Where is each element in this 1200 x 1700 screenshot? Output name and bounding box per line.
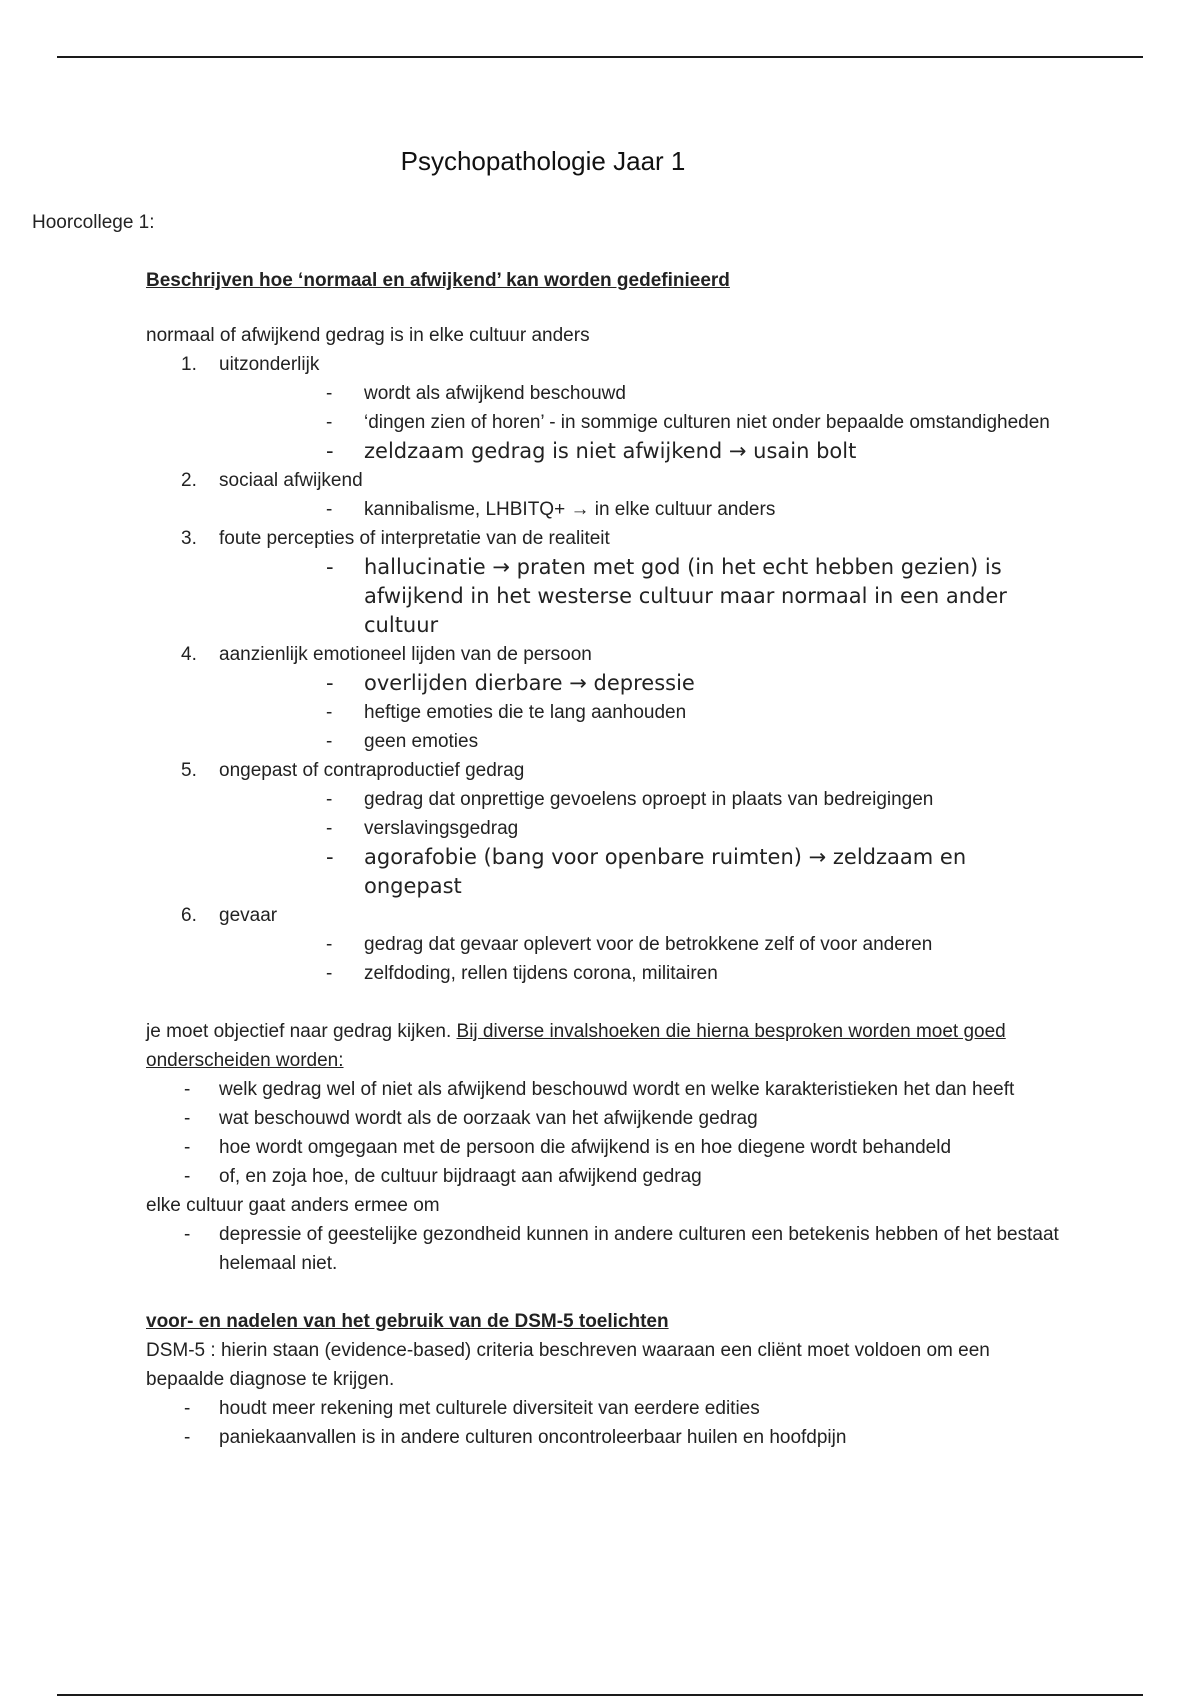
item-number: 3. [181,528,197,549]
sub-item: - gedrag dat gevaar oplevert voor de betrokkene zelf of voor anderen [219,930,1066,959]
item-number: 5. [181,760,197,781]
sub-item: - geen emoties [219,727,1066,756]
objective-paragraph [146,1017,1066,1075]
criteria-list [146,350,1066,988]
list-item [146,756,1066,901]
list-item: - hoe wordt omgegaan met de persoon die afwijkend is en hoe diegene wordt behandeld [146,1133,1066,1162]
top-divider [57,56,1143,58]
dsm-points [146,1394,1066,1452]
sub-item: - gedrag dat onprettige gevoelens oproept in plaats van bedreigingen [219,785,1066,814]
list-item: - paniekaanvallen is in andere culturen oncontroleerbaar huilen en hoofdpijn [146,1423,1066,1452]
sub-item: - overlijden dierbare → depressie [219,669,1066,698]
objective-points [146,1075,1066,1191]
sub-item: - hallucinatie → praten met god (in het echt hebben gezien) is afwijkend in het westerse cultuur maar normaal in een ander cultuur [219,553,1066,640]
sub-item: - zeldzaam gedrag is niet afwijkend → usain bolt [219,437,1066,466]
item-number: 4. [181,644,197,665]
section2-heading: voor- en nadelen van het gebruik van de DSM-5 toelichten [146,1311,669,1332]
item-label: sociaal afwijkend [219,470,363,491]
sub-item: - agorafobie (bang voor openbare ruimten) → zeldzaam en ongepast [219,843,1066,901]
section2-intro: DSM-5 : hierin staan (evidence-based) criteria beschreven waaraan een cliënt moet voldoen om een bepaalde diagnose te krijgen. [146,1340,990,1390]
item-number: 6. [181,905,197,926]
item-label: ongepast of contraproductief gedrag [219,760,525,781]
list-item: - wat beschouwd wordt als de oorzaak van het afwijkende gedrag [146,1104,1066,1133]
section1-heading: Beschrijven hoe ‘normaal en afwijkend’ kan worden gedefinieerd [146,270,730,291]
sub-item: - ‘dingen zien of horen’ - in sommige culturen niet onder bepaalde omstandigheden [219,408,1066,437]
list-item [146,901,1066,988]
sub-item: - kannibalisme, LHBITQ+ → in elke cultuur anders [219,495,1066,524]
objective-underlined: Bij diverse invalshoeken die hierna besproken worden moet goed onderscheiden worden: [146,1021,1006,1071]
item-label: uitzonderlijk [219,354,320,375]
list-item: - depressie of geestelijke gezondheid kunnen in andere culturen een betekenis hebben of het bestaat helemaal niet. [146,1220,1066,1278]
list-item [146,350,1066,466]
section1-intro: normaal of afwijkend gedrag is in elke cultuur anders [146,325,590,346]
list-item: - of, en zoja hoe, de cultuur bijdraagt aan afwijkend gedrag [146,1162,1066,1191]
item-number: 2. [181,470,197,491]
list-item [146,640,1066,756]
sub-item: - verslavingsgedrag [219,814,1066,843]
sub-item: - heftige emoties die te lang aanhouden [219,698,1066,727]
list-item [146,524,1066,640]
document-body [146,266,1066,1452]
list-item: - houdt meer rekening met culturele diversiteit van eerdere edities [146,1394,1066,1423]
item-number: 1. [181,354,197,375]
lecture-label: Hoorcollege 1: [32,212,155,233]
page-title: Psychopathologie Jaar 1 [400,146,686,176]
item-label: foute percepties of interpretatie van de realiteit [219,528,610,549]
bottom-divider [57,1694,1143,1696]
sub-item: - zelfdoding, rellen tijdens corona, militairen [219,959,1066,988]
objective-plain: je moet objectief naar gedrag kijken. [146,1021,457,1042]
list-item: - welk gedrag wel of niet als afwijkend beschouwd wordt en welke karakteristieken het dan heeft [146,1075,1066,1104]
culture-line: elke cultuur gaat anders ermee om [146,1195,440,1216]
item-label: gevaar [219,905,278,926]
sub-item: - wordt als afwijkend beschouwd [219,379,1066,408]
item-label: aanzienlijk emotioneel lijden van de persoon [219,644,592,665]
culture-points [146,1220,1066,1278]
list-item [146,466,1066,524]
